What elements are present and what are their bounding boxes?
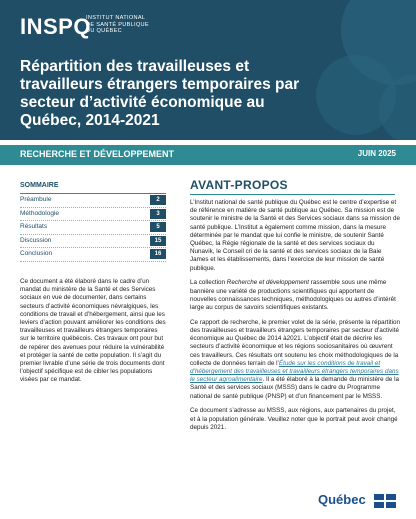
category-label: RECHERCHE ET DÉVELOPPEMENT xyxy=(20,149,175,159)
logo-line-2: DE SANTÉ PUBLIQUE xyxy=(86,21,149,28)
intro-paragraph: Ce document a été élaboré dans le cadre d’un mandat du ministère de la Santé et des Services sociaux en vue de documenter, dans certains secteurs d’activité économiques névralgiques, les conditions de travail et d’hébergement, ainsi que les leviers d’action pouvant améliorer les conditions des travailleuses et travailleurs étrangers temporaires sur le territoire québécois. Ces travaux ont pour but de repérer des avenues pour réduire la vulnérabilité et protéger la santé de cette population. Il s’agit du premier livrable d’une série de trois documents dont l’objectif spécifique est de cibler les populations visées par ce mandat. xyxy=(20,278,166,384)
fleurdelise-flag-icon xyxy=(374,494,396,508)
avant-propos-body xyxy=(190,199,400,439)
logo-line-3: DU QUÉBEC xyxy=(86,28,122,35)
inspq-logo: INSPQ xyxy=(20,14,91,39)
quebec-wordmark: Québec xyxy=(318,492,366,507)
text-segment: rassemble sous une même bannière une variété de productions scientifiques qui apportent de nouvelles connaissances techniques, méthodologiques ou autres d’intérêt large au corpus de savoirs scientifiques existants. xyxy=(190,279,396,312)
toc-item-conclusion[interactable] xyxy=(20,248,166,262)
toc-page-number: 16 xyxy=(150,249,166,259)
text-segment: Ce rapport de recherche, le premier volet de la série, présente la répartition des travailleuses et travailleurs étrangers temporaires par secteur d’activité économique au Québec de 2014 à2021. L’objectif était de décrire les secteurs d’activité économique et les régions sociosanitaires où œuvrent ces travailleurs. Ces résultats ont soutenu les choix méthodologiques de la collecte de données terrain de l’ xyxy=(190,318,401,367)
paragraph-audience: Ce document s’adresse au MSSS, aux régions, aux partenaires du projet, et à la population générale. Veuillez noter que le portrait peut avoir changé depuis 2021. xyxy=(190,407,398,431)
toc-label: Préambule xyxy=(20,196,52,203)
toc-item-preambule[interactable] xyxy=(20,194,166,208)
collection-name: Recherche et développement xyxy=(226,279,310,287)
logo-subtitle xyxy=(86,15,149,35)
document-title: Répartition des travailleuses et travailleurs étrangers temporaires par secteur d’activité économique au Québec, 2014-2021 xyxy=(20,58,300,129)
toc-label: Discussion xyxy=(20,236,52,244)
logo-line-1: INSTITUT NATIONAL xyxy=(86,15,146,21)
section-divider xyxy=(190,194,395,195)
toc-page-number: 15 xyxy=(150,236,166,246)
toc-label: Résultats xyxy=(20,223,48,230)
table-of-contents xyxy=(20,193,166,262)
paragraph-mission: L’Institut national de santé publique du Québec est le centre d’expertise et de référence en matière de santé publique au Québec. Sa mission est de soutenir le ministre de la Santé et des Services sociaux dans sa mission de santé publique. L’Institut a également comme mission, dans la mesure déterminée par le mandat que lui confie le ministre, de soutenir Santé Québec, la Régie régionale de la santé et des services sociaux du Nunavik, le Conseil cri de la santé et des services sociaux de la Baie James et les établissements, dans l’exercice de leur mission de santé publique. xyxy=(190,199,401,272)
toc-page-number: 3 xyxy=(150,209,166,219)
header-banner xyxy=(0,0,416,140)
text-segment: . Il a été élaboré à la demande du ministère de la Santé et des services sociaux (MSSS) dans le cadre du Programme national de santé publique (PNSP) et d’un financement par le MSSS. xyxy=(190,376,399,400)
toc-item-discussion[interactable] xyxy=(20,235,166,249)
toc-page-number: 2 xyxy=(150,195,166,205)
paragraph-collection xyxy=(190,279,400,312)
toc-item-methodologie[interactable] xyxy=(20,208,166,222)
publication-date: JUIN 2025 xyxy=(357,149,396,158)
toc-item-resultats[interactable] xyxy=(20,221,166,235)
toc-label: Méthodologie xyxy=(20,209,60,217)
sommaire-title: SOMMAIRE xyxy=(20,182,59,189)
study-link[interactable]: Étude sur les conditions de travail et d’hébergement des travailleuses et travailleurs étrangers temporaires dans le secteur agroalimentaire xyxy=(190,359,399,384)
category-band xyxy=(0,145,416,165)
avant-propos-heading: AVANT-PROPOS xyxy=(190,178,288,192)
text-segment: La collection xyxy=(190,279,227,287)
toc-label: Conclusion xyxy=(20,250,53,257)
toc-page-number: 5 xyxy=(150,222,166,232)
paragraph-rapport xyxy=(190,319,400,401)
